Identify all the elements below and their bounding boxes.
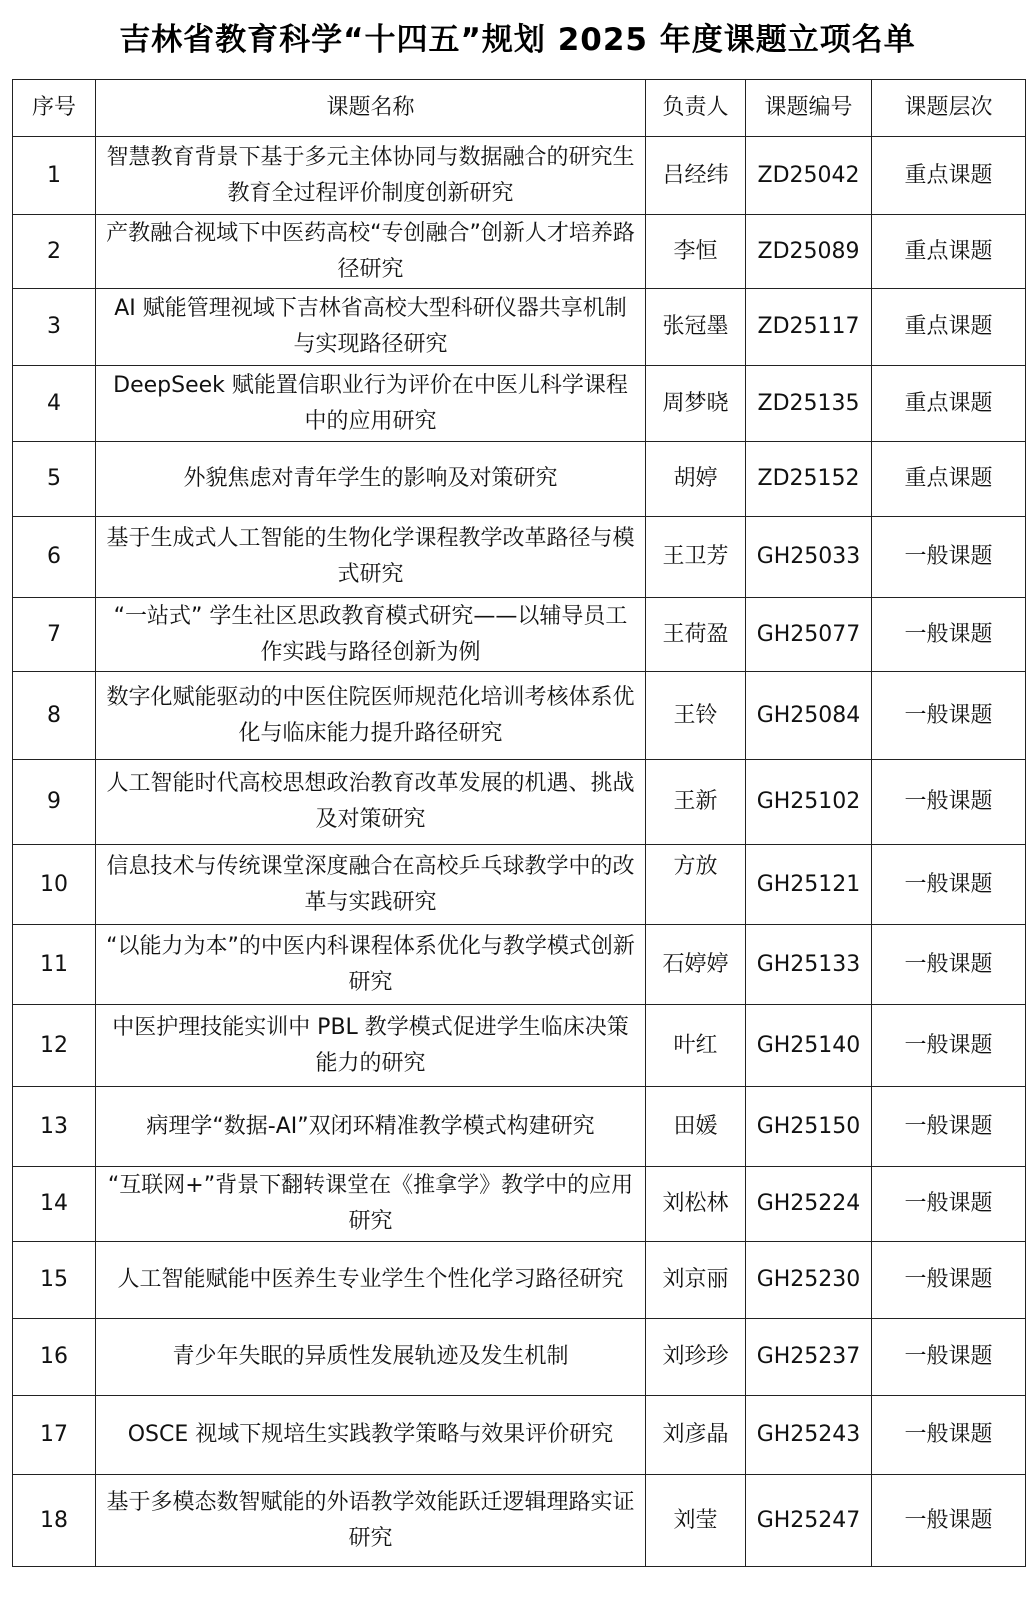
topic-cell: 病理学“数据-AI”双闭环精准教学模式构建研究 [96, 1087, 646, 1167]
topic-cell: 中医护理技能实训中 PBL 教学模式促进学生临床决策能力的研究 [96, 1005, 646, 1087]
code-cell: ZD25152 [746, 442, 872, 517]
table-row [13, 137, 1026, 215]
topic-cell: “以能力为本”的中医内科课程体系优化与教学模式创新研究 [96, 925, 646, 1005]
code-cell: GH25224 [746, 1167, 872, 1242]
row-number: 1 [13, 137, 96, 215]
table-row [13, 1319, 1026, 1396]
page-title: 吉林省教育科学“十四五”规划 2025 年度课题立项名单 [119, 22, 916, 58]
level-cell: 一般课题 [872, 845, 1026, 925]
row-number: 3 [13, 289, 96, 366]
code-cell: ZD25117 [746, 289, 872, 366]
code-cell: ZD25089 [746, 215, 872, 289]
topic-cell: 人工智能时代高校思想政治教育改革发展的机遇、挑战及对策研究 [96, 760, 646, 845]
owner-cell: 王新 [646, 760, 746, 845]
level-cell: 一般课题 [872, 1319, 1026, 1396]
code-cell: GH25102 [746, 760, 872, 845]
row-number: 16 [13, 1319, 96, 1396]
table-row [13, 1167, 1026, 1242]
header-code: 课题编号 [746, 80, 872, 137]
code-cell: GH25121 [746, 845, 872, 925]
row-number: 13 [13, 1087, 96, 1167]
level-cell: 重点课题 [872, 215, 1026, 289]
code-cell: GH25243 [746, 1396, 872, 1475]
owner-cell: 刘莹 [646, 1475, 746, 1567]
level-cell: 一般课题 [872, 1087, 1026, 1167]
code-cell: GH25230 [746, 1242, 872, 1319]
level-cell: 一般课题 [872, 517, 1026, 598]
level-cell: 重点课题 [872, 442, 1026, 517]
code-cell: GH25033 [746, 517, 872, 598]
code-cell: GH25084 [746, 672, 872, 760]
topic-cell: DeepSeek 赋能置信职业行为评价在中医儿科学课程中的应用研究 [96, 366, 646, 442]
table-row [13, 1475, 1026, 1567]
row-number: 17 [13, 1396, 96, 1475]
row-number: 15 [13, 1242, 96, 1319]
topic-cell: AI 赋能管理视域下吉林省高校大型科研仪器共享机制与实现路径研究 [96, 289, 646, 366]
topic-cell: OSCE 视域下规培生实践教学策略与效果评价研究 [96, 1396, 646, 1475]
row-number: 4 [13, 366, 96, 442]
topic-cell: 数字化赋能驱动的中医住院医师规范化培训考核体系优化与临床能力提升路径研究 [96, 672, 646, 760]
level-cell: 重点课题 [872, 366, 1026, 442]
level-cell: 一般课题 [872, 672, 1026, 760]
owner-cell: 方放 [646, 845, 746, 925]
table-row [13, 845, 1026, 925]
owner-cell: 刘松林 [646, 1167, 746, 1242]
topic-cell: 人工智能赋能中医养生专业学生个性化学习路径研究 [96, 1242, 646, 1319]
row-number: 10 [13, 845, 96, 925]
owner-cell: 王铃 [646, 672, 746, 760]
code-cell: GH25247 [746, 1475, 872, 1567]
topic-cell: 信息技术与传统课堂深度融合在高校乒乓球教学中的改革与实践研究 [96, 845, 646, 925]
row-number: 7 [13, 598, 96, 672]
owner-cell: 王荷盈 [646, 598, 746, 672]
project-table [12, 79, 1026, 1567]
level-cell: 一般课题 [872, 1475, 1026, 1567]
row-number: 6 [13, 517, 96, 598]
level-cell: 一般课题 [872, 1005, 1026, 1087]
level-cell: 重点课题 [872, 289, 1026, 366]
table-row [13, 925, 1026, 1005]
table-row [13, 598, 1026, 672]
topic-cell: 基于生成式人工智能的生物化学课程教学改革路径与模式研究 [96, 517, 646, 598]
owner-cell: 刘珍珍 [646, 1319, 746, 1396]
row-number: 18 [13, 1475, 96, 1567]
code-cell: GH25133 [746, 925, 872, 1005]
code-cell: ZD25135 [746, 366, 872, 442]
header-no: 序号 [13, 80, 96, 137]
topic-cell: “一站式” 学生社区思政教育模式研究——以辅导员工作实践与路径创新为例 [96, 598, 646, 672]
table-row [13, 1242, 1026, 1319]
table-row [13, 760, 1026, 845]
code-cell: GH25237 [746, 1319, 872, 1396]
code-cell: GH25150 [746, 1087, 872, 1167]
owner-cell: 胡婷 [646, 442, 746, 517]
row-number: 12 [13, 1005, 96, 1087]
table-row [13, 442, 1026, 517]
header-owner: 负责人 [646, 80, 746, 137]
code-cell: ZD25042 [746, 137, 872, 215]
owner-cell: 张冠墨 [646, 289, 746, 366]
table-row [13, 1087, 1026, 1167]
topic-cell: 产教融合视域下中医药高校“专创融合”创新人才培养路径研究 [96, 215, 646, 289]
owner-cell: 刘彦晶 [646, 1396, 746, 1475]
row-number: 14 [13, 1167, 96, 1242]
row-number: 8 [13, 672, 96, 760]
topic-cell: 外貌焦虑对青年学生的影响及对策研究 [96, 442, 646, 517]
code-cell: GH25140 [746, 1005, 872, 1087]
topic-cell: 智慧教育背景下基于多元主体协同与数据融合的研究生教育全过程评价制度创新研究 [96, 137, 646, 215]
row-number: 9 [13, 760, 96, 845]
row-number: 11 [13, 925, 96, 1005]
level-cell: 一般课题 [872, 1396, 1026, 1475]
header-level: 课题层次 [872, 80, 1026, 137]
owner-cell: 吕经纬 [646, 137, 746, 215]
owner-cell: 叶红 [646, 1005, 746, 1087]
level-cell: 一般课题 [872, 598, 1026, 672]
topic-cell: 基于多模态数智赋能的外语教学效能跃迁逻辑理路实证研究 [96, 1475, 646, 1567]
owner-cell: 周梦晓 [646, 366, 746, 442]
owner-cell: 田媛 [646, 1087, 746, 1167]
table-row [13, 289, 1026, 366]
owner-cell: 王卫芳 [646, 517, 746, 598]
header-topic: 课题名称 [96, 80, 646, 137]
code-cell: GH25077 [746, 598, 872, 672]
topic-cell: 青少年失眠的异质性发展轨迹及发生机制 [96, 1319, 646, 1396]
level-cell: 一般课题 [872, 1167, 1026, 1242]
table-row [13, 672, 1026, 760]
level-cell: 一般课题 [872, 760, 1026, 845]
table-row [13, 1005, 1026, 1087]
level-cell: 重点课题 [872, 137, 1026, 215]
owner-cell: 石婷婷 [646, 925, 746, 1005]
level-cell: 一般课题 [872, 925, 1026, 1005]
row-number: 2 [13, 215, 96, 289]
table-row [13, 1396, 1026, 1475]
table-row [13, 517, 1026, 598]
row-number: 5 [13, 442, 96, 517]
level-cell: 一般课题 [872, 1242, 1026, 1319]
owner-cell: 李恒 [646, 215, 746, 289]
owner-cell: 刘京丽 [646, 1242, 746, 1319]
table-row [13, 366, 1026, 442]
table-row [13, 215, 1026, 289]
table-header-row [13, 80, 1026, 137]
topic-cell: “互联网+”背景下翻转课堂在《推拿学》教学中的应用研究 [96, 1167, 646, 1242]
